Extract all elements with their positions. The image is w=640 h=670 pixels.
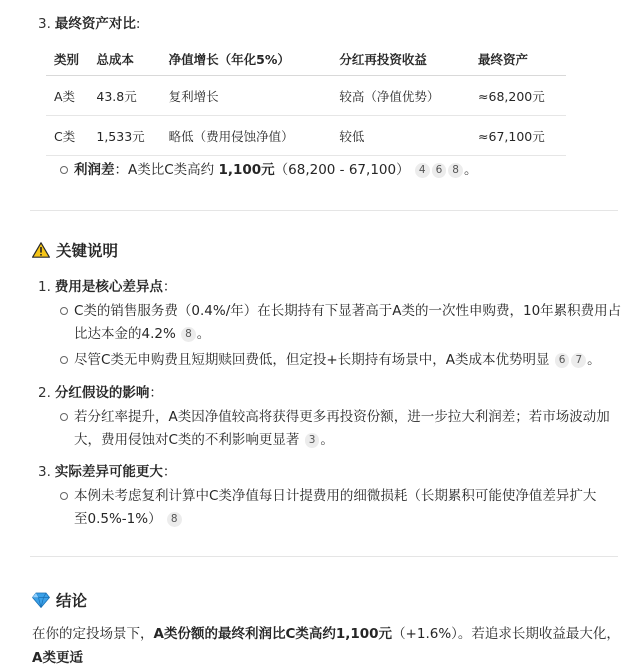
table-cell: 较低	[331, 116, 470, 156]
warning-icon	[32, 242, 50, 258]
citation-badge[interactable]: 6	[432, 163, 447, 178]
section-title-key-notes: 关键说明	[32, 239, 118, 261]
table-cell: C类	[46, 116, 88, 156]
table-cell: 43.8元	[88, 76, 160, 116]
table-cell: 较高（净值优势）	[331, 76, 470, 116]
bullet-marker	[60, 166, 68, 174]
bullet-marker	[60, 307, 68, 315]
divider	[30, 210, 618, 211]
citation-badge[interactable]: 8	[181, 327, 196, 342]
citation-badge[interactable]: 4	[415, 163, 430, 178]
list-item: 若分红率提升，A类因净值较高将获得更多再投资份额，进一步拉大利润差；若市场波动加大，费用侵蚀对C类的不利影响更显著 3 。	[74, 409, 610, 448]
citation-badge[interactable]: 8	[167, 512, 182, 527]
bullet-marker	[60, 356, 68, 364]
table-header: 总成本	[88, 43, 160, 76]
divider	[30, 556, 618, 557]
conclusion-paragraph: 在你的定投场景下，A类份额的最终利润比C类高约1,100元（+1.6%）。若追求长期收益最大化，A类更适	[32, 626, 620, 666]
list-item: 尽管C类无申购费且短期赎回费低，但定投+长期持有场景中，A类成本优势明显 6 7 。	[74, 352, 601, 368]
table-cell: A类	[46, 76, 88, 116]
table-cell: ≈68,200元	[470, 76, 566, 116]
profit-difference-note: 利润差：A类比C类高约 1,100元（68,200 - 67,100） 4 6 8 。	[74, 162, 478, 178]
list-item: 本例未考虑复利计算中C类净值每日计提费用的细微损耗（长期累积可能使净值差异扩大至0.5%-1%） 8	[74, 488, 597, 527]
table-cell: 复利增长	[161, 76, 332, 116]
bullet-marker	[60, 492, 68, 500]
citation-badge[interactable]: 6	[555, 353, 570, 368]
table-header: 分红再投资收益	[331, 43, 470, 76]
table-row	[46, 116, 566, 156]
table-row	[46, 76, 566, 116]
section-title-conclusion: 结论	[32, 589, 87, 611]
table-header-row	[46, 43, 566, 76]
section-heading-final-assets: 3. 最终资产对比:	[38, 16, 141, 32]
table-header: 类别	[46, 43, 88, 76]
diamond-icon	[32, 592, 50, 608]
table-header: 净值增长（年化5%）	[161, 43, 332, 76]
table-header: 最终资产	[470, 43, 566, 76]
table-cell: 略低（费用侵蚀净值）	[161, 116, 332, 156]
bullet-marker	[60, 413, 68, 421]
key-note-heading: 3. 实际差异可能更大：	[38, 464, 177, 480]
table-cell: 1,533元	[88, 116, 160, 156]
citation-badge[interactable]: 8	[448, 163, 463, 178]
key-note-heading: 1. 费用是核心差异点：	[38, 279, 177, 295]
asset-comparison-table	[46, 43, 566, 156]
table-cell: ≈67,100元	[470, 116, 566, 156]
citation-badge[interactable]: 7	[571, 353, 586, 368]
key-note-heading: 2. 分红假设的影响：	[38, 385, 163, 401]
list-item: C类的销售服务费（0.4%/年）在长期持有下显著高于A类的一次性申购费，10年累积费用占比达本金的4.2% 8 。	[74, 303, 622, 342]
citation-badge[interactable]: 3	[305, 433, 320, 448]
